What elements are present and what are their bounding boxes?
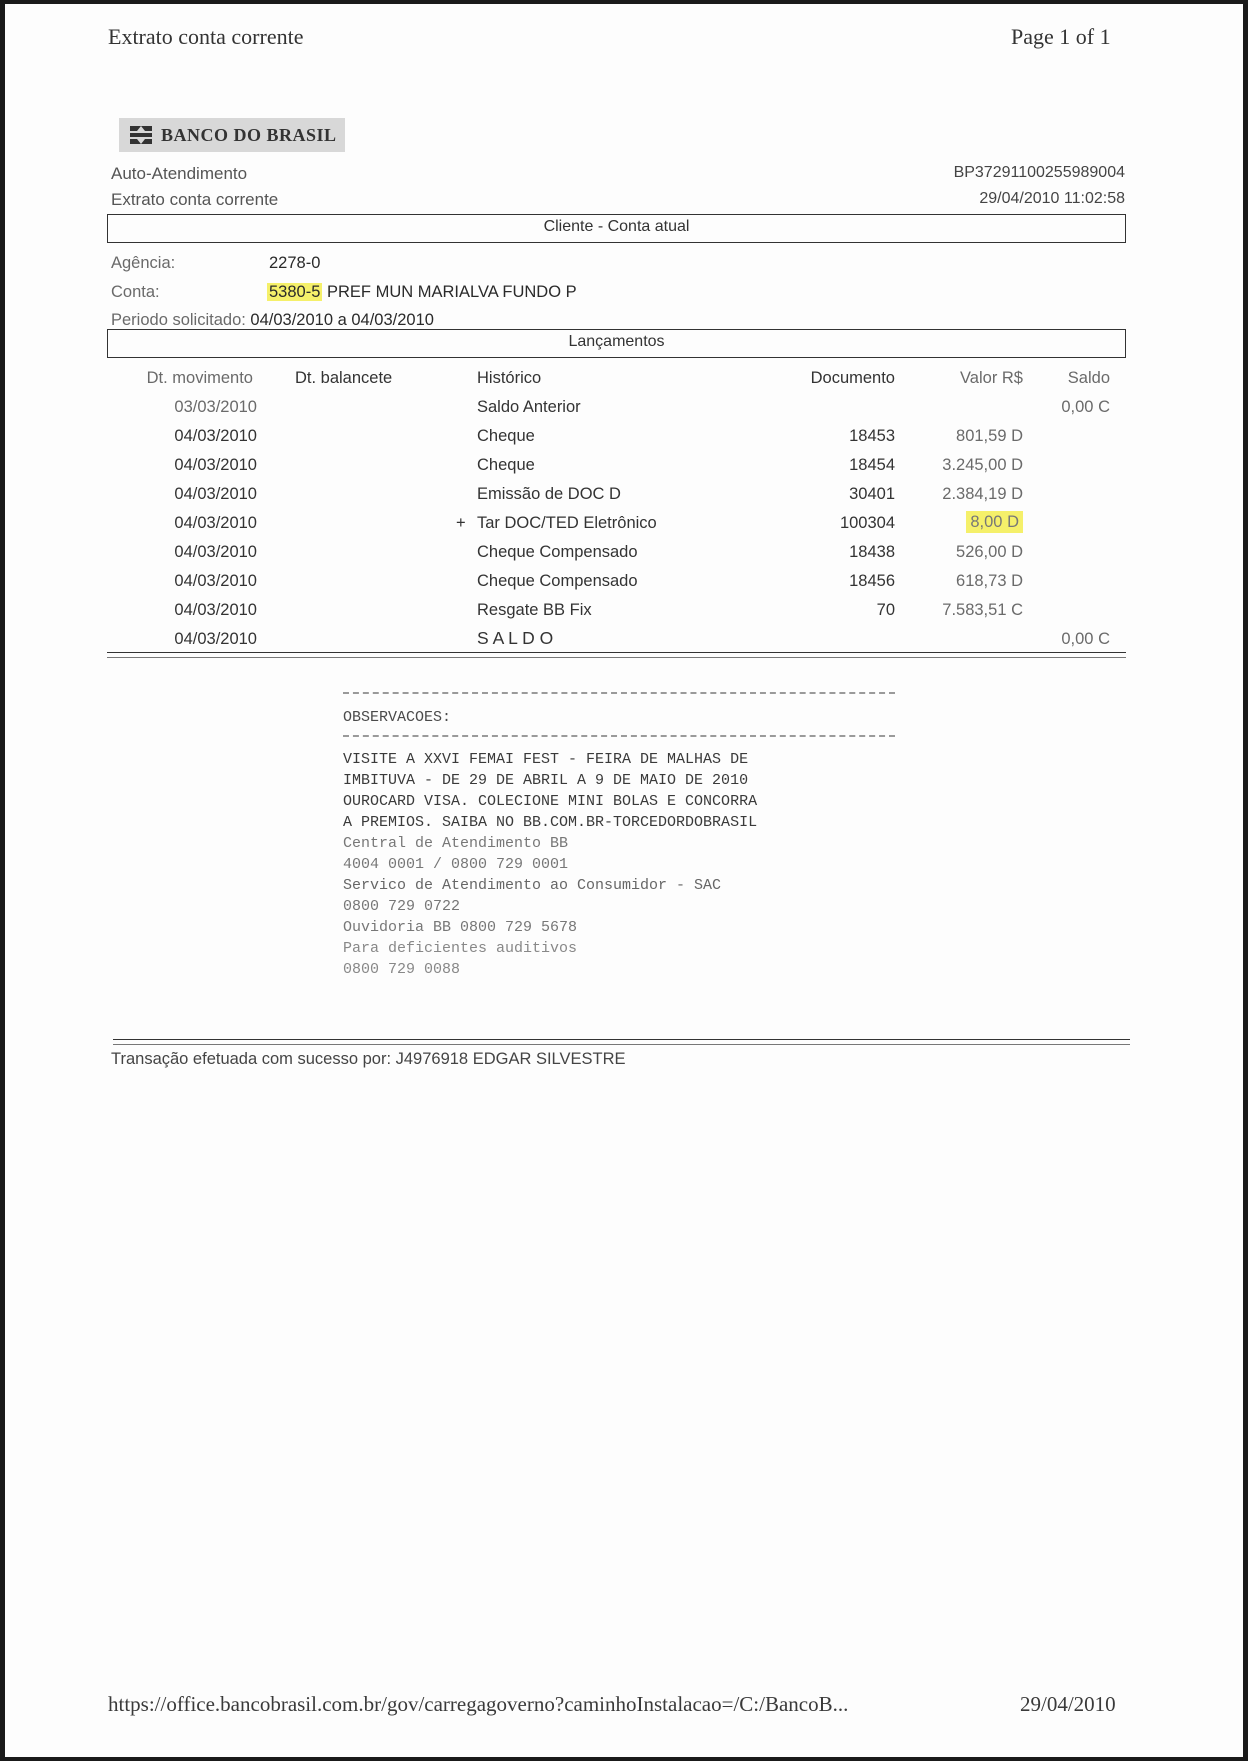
row-dt-movimento: 04/03/2010 <box>174 485 257 503</box>
obs-line: Central de Atendimento BB <box>343 835 569 852</box>
table-bottom-rule <box>107 652 1126 658</box>
obs-line: 0800 729 0722 <box>343 898 461 915</box>
row-dt-movimento: 04/03/2010 <box>174 427 257 445</box>
print-footer-url: https://office.bancobrasil.com.br/gov/carregagoverno?caminhoInstalacao=/C:/BancoB... <box>108 1692 849 1716</box>
print-header-title: Extrato conta corrente <box>108 24 304 49</box>
obs-line: 0800 729 0088 <box>343 961 461 978</box>
print-header-page: Page 1 of 1 <box>1011 24 1111 49</box>
obs-line: Servico de Atendimento ao Consumidor - SAC <box>343 877 722 894</box>
row-historico: Emissão de DOC D <box>477 485 621 503</box>
row-documento: 18453 <box>849 427 895 445</box>
col-documento: Documento <box>810 369 895 387</box>
periodo-label: Periodo solicitado: <box>111 311 246 329</box>
row-documento: 18454 <box>849 456 895 474</box>
obs-title: OBSERVACOES: <box>343 709 452 726</box>
row-dt-movimento: 04/03/2010 <box>174 456 257 474</box>
print-footer-date: 29/04/2010 <box>1020 1692 1116 1716</box>
obs-line: VISITE A XXVI FEMAI FEST - FEIRA DE MALHAS DE <box>343 751 749 768</box>
row-valor: 8,00 D <box>966 511 1023 533</box>
row-dt-movimento: 03/03/2010 <box>174 398 257 416</box>
obs-line: A PREMIOS. SAIBA NO BB.COM.BR-TORCEDORDOBRASIL <box>343 814 758 831</box>
row-documento: 30401 <box>849 485 895 503</box>
row-valor-highlighted <box>962 510 1027 535</box>
row-saldo: 0,00 C <box>1061 630 1110 648</box>
transaction-rule <box>113 1039 1130 1045</box>
cliente-section-title: Cliente - Conta atual <box>543 218 690 235</box>
col-historico: Histórico <box>477 369 542 387</box>
obs-line: Ouvidoria BB 0800 729 5678 <box>343 919 578 936</box>
agencia-label: Agência: <box>111 254 176 272</box>
row-historico: Cheque Compensado <box>477 572 638 590</box>
row-documento: 18456 <box>849 572 895 590</box>
conta-number: 5380-5 <box>269 283 321 301</box>
row-valor: 2.384,19 D <box>942 485 1023 503</box>
row-valor: 3.245,00 D <box>942 456 1023 474</box>
conta-value <box>267 283 577 302</box>
lancamentos-section-box <box>107 329 1126 358</box>
obs-mid-dashes <box>343 735 895 737</box>
row-dt-movimento: 04/03/2010 <box>174 543 257 561</box>
row-dt-movimento: 04/03/2010 <box>174 572 257 590</box>
row-dt-movimento: 04/03/2010 <box>174 630 257 648</box>
periodo-value: 04/03/2010 a 04/03/2010 <box>250 311 434 329</box>
extrato-label: Extrato conta corrente <box>111 190 279 209</box>
bank-logo <box>119 118 345 152</box>
statement-page <box>5 4 1243 1757</box>
obs-top-dashes <box>343 692 895 694</box>
row-valor: 526,00 D <box>956 543 1023 561</box>
bank-logo-text: BANCO DO BRASIL <box>161 124 337 145</box>
obs-line: OUROCARD VISA. COLECIONE MINI BOLAS E CONCORRA <box>343 793 758 810</box>
banco-do-brasil-icon <box>127 122 155 148</box>
row-historico: Resgate BB Fix <box>477 601 592 619</box>
row-prefix: + <box>456 514 466 532</box>
row-valor: 801,59 D <box>956 427 1023 445</box>
row-valor: 618,73 D <box>956 572 1023 590</box>
obs-line: 4004 0001 / 0800 729 0001 <box>343 856 569 873</box>
obs-lines <box>343 749 757 980</box>
cliente-section-box <box>107 214 1126 243</box>
row-saldo: 0,00 C <box>1061 398 1110 416</box>
periodo-row <box>111 311 434 330</box>
col-dt-balancete: Dt. balancete <box>295 369 393 387</box>
row-documento: 70 <box>876 601 895 619</box>
row-historico: Tar DOC/TED Eletrônico <box>477 514 657 532</box>
document-datetime: 29/04/2010 11:02:58 <box>979 190 1125 207</box>
document-id: BP37291100255989004 <box>953 164 1125 181</box>
col-dt-movimento: Dt. movimento <box>146 369 253 387</box>
lancamentos-section-title: Lançamentos <box>568 333 665 350</box>
obs-line: IMBITUVA - DE 29 DE ABRIL A 9 DE MAIO DE 2010 <box>343 772 749 789</box>
row-dt-movimento: 04/03/2010 <box>174 601 257 619</box>
row-historico: S A L D O <box>477 628 554 648</box>
col-saldo: Saldo <box>1067 369 1110 387</box>
row-historico: Cheque <box>477 427 535 445</box>
row-historico: Saldo Anterior <box>477 398 581 416</box>
row-historico: Cheque <box>477 456 535 474</box>
transaction-text: Transação efetuada com sucesso por: J4976918 EDGAR SILVESTRE <box>111 1050 626 1068</box>
row-documento: 100304 <box>839 514 895 532</box>
col-valor: Valor R$ <box>960 369 1023 387</box>
row-dt-movimento: 04/03/2010 <box>174 514 257 532</box>
conta-name: PREF MUN MARIALVA FUNDO P <box>326 283 577 301</box>
row-valor: 7.583,51 C <box>942 601 1023 619</box>
row-documento: 18438 <box>849 543 895 561</box>
conta-label: Conta: <box>111 283 160 301</box>
obs-line: Para deficientes auditivos <box>343 940 578 957</box>
auto-atendimento-label: Auto-Atendimento <box>111 164 248 183</box>
agencia-value: 2278-0 <box>269 254 321 272</box>
row-historico: Cheque Compensado <box>477 543 638 561</box>
